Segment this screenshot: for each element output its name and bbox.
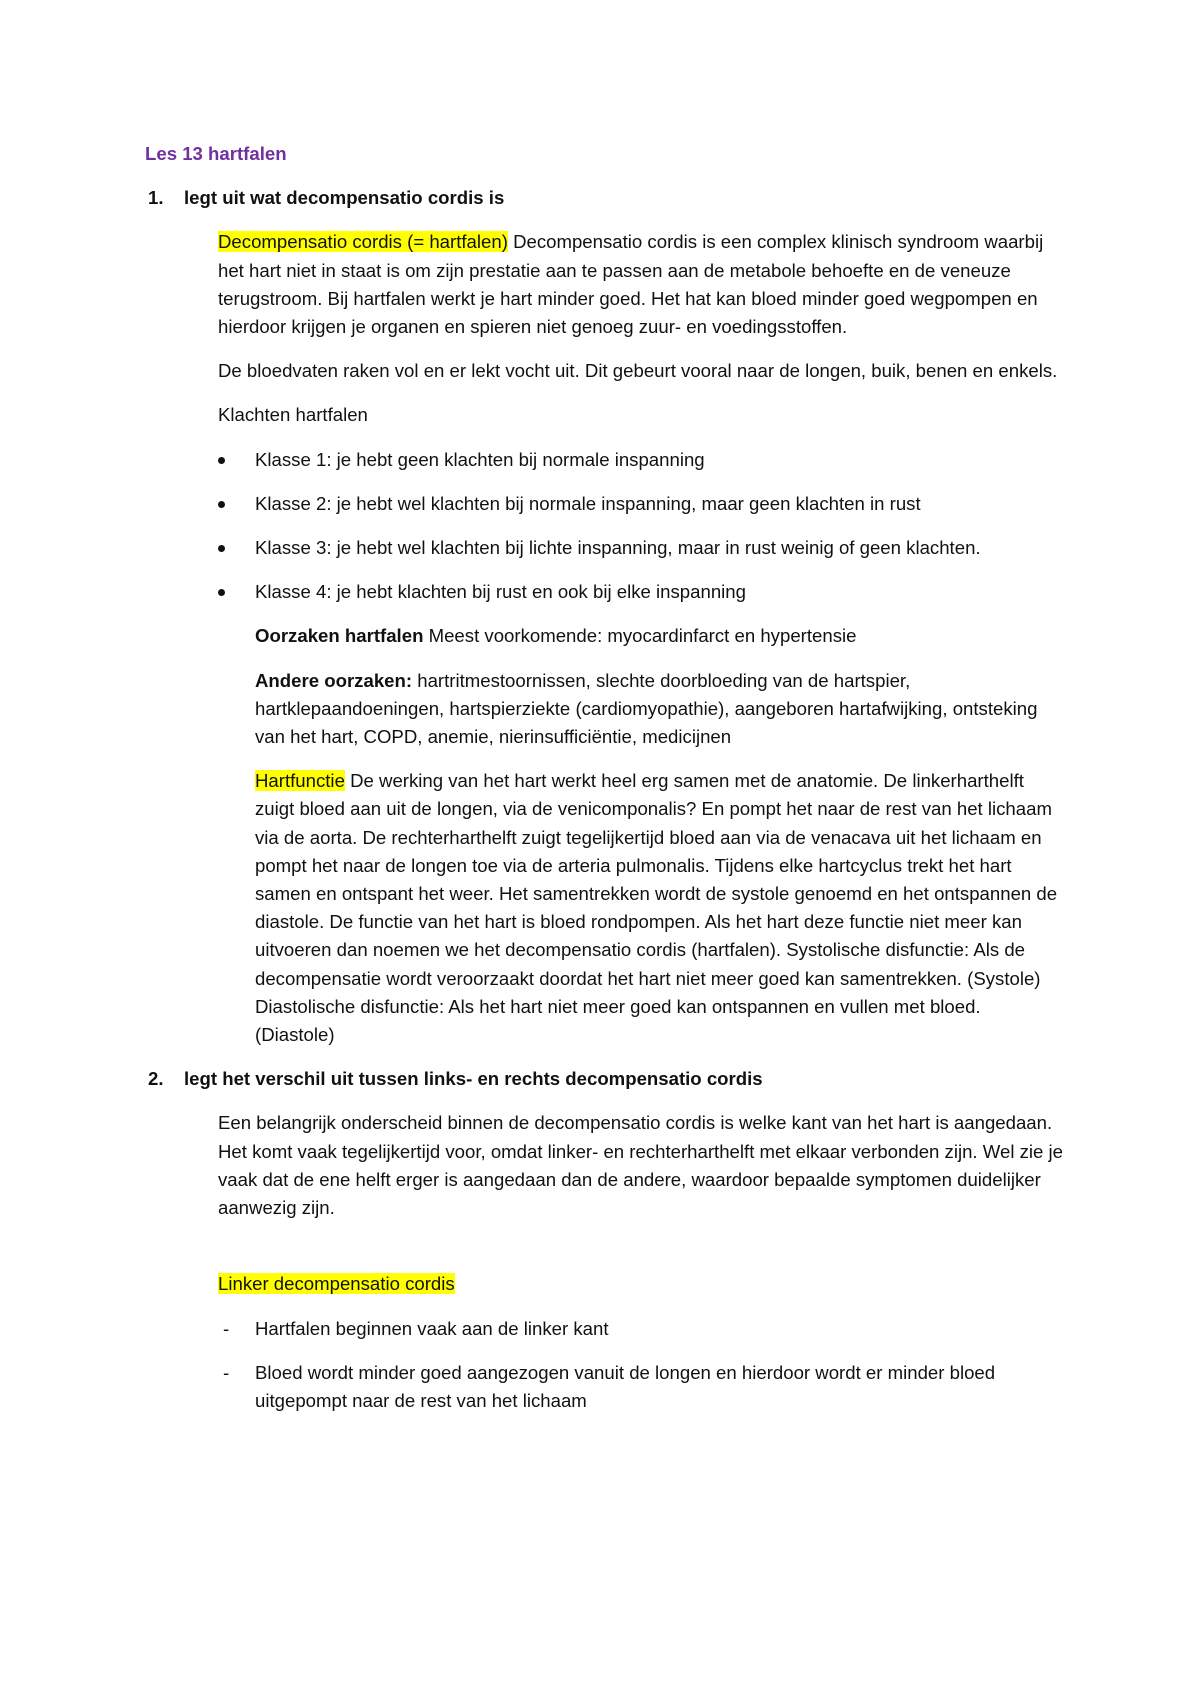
list-item-text: Bloed wordt minder goed aangezogen vanuit de longen en hierdoor wordt er minder bloed uitgepompt naar de rest van het lichaam <box>255 1361 996 1411</box>
klassen-list <box>218 446 1065 607</box>
dash-marker: - <box>223 1361 230 1383</box>
dash-marker: - <box>223 1317 230 1339</box>
list-item <box>218 1315 1065 1343</box>
list-item-text: Klasse 4: je hebt klachten bij rust en ook bij elke inspanning <box>255 581 746 603</box>
list-item <box>218 534 1065 562</box>
paragraph: Een belangrijk onderscheid binnen de decompensatio cordis is welke kant van het hart is aangedaan. Het komt vaak tegelijkertijd voor, omdat linker- en rechterharthelft met elkaar verbonden zijn. Wel zie je vaak dat de ene helft erger is aangedaan dan de andere, waardoor bepaalde symptomen duidelijker aanwezig zijn. <box>218 1112 1064 1219</box>
question-number: 2. <box>148 1068 164 1090</box>
list-item <box>218 1359 1065 1415</box>
oorzaken-paragraph <box>255 622 1065 650</box>
question-number: 1. <box>148 187 164 209</box>
question-1 <box>145 184 1065 212</box>
paragraph: De bloedvaten raken vol en er lekt vocht uit. Dit gebeurt vooral naar de longen, buik, benen en enkels. <box>218 360 1058 382</box>
oorzaken-text: Meest voorkomende: myocardinfarct en hypertensie <box>423 625 857 647</box>
list-item <box>218 446 1065 474</box>
bullet-icon <box>218 501 225 508</box>
list-item-text: Klasse 2: je hebt wel klachten bij normale inspanning, maar geen klachten in rust <box>255 492 921 514</box>
andere-oorzaken-text: hartritmestoornissen, slechte doorbloeding van de hartspier, hartklepaandoeningen, hartspierziekte (cardiomyopathie), aangeboren hartafwijking, ontsteking van het hart, COPD, anemie, nierinsufficiëntie, medicijnen <box>255 669 1038 748</box>
bullet-icon <box>218 589 225 596</box>
definition-text: Decompensatio cordis is een complex klinisch syndroom waarbij het hart niet in staat is om zijn prestatie aan te passen aan de metabole behoefte en de veneuze terugstroom. Bij hartfalen werkt je hart minder goed. Het hat kan bloed minder goed wegpompen en hierdoor krijgen je organen en spieren niet genoeg zuur- en voedingsstoffen. <box>218 231 1044 338</box>
bullet-icon <box>218 545 225 552</box>
question-2 <box>145 1065 1065 1093</box>
document-content <box>145 140 1065 1431</box>
andere-oorzaken-label: Andere oorzaken: <box>255 669 413 691</box>
list-item-text: Klasse 3: je hebt wel klachten bij lichte inspanning, maar in rust weinig of geen klachten. <box>255 537 981 559</box>
highlighted-term: Decompensatio cordis (= hartfalen) <box>218 231 508 253</box>
subheading: Klachten hartfalen <box>218 404 368 426</box>
question-text: legt het verschil uit tussen links- en rechts decompensatio cordis <box>184 1068 763 1090</box>
linker-list <box>218 1315 1065 1416</box>
definition-paragraph <box>218 228 1065 341</box>
bullet-icon <box>218 457 225 464</box>
oorzaken-label: Oorzaken hartfalen <box>255 625 424 647</box>
highlighted-heading: Linker decompensatio cordis <box>218 1273 455 1295</box>
highlighted-term: Hartfunctie <box>255 770 345 792</box>
subheading <box>218 1270 1065 1298</box>
hartfunctie-text: De werking van het hart werkt heel erg samen met de anatomie. De linkerharthelft zuigt bloed aan uit de longen, via de venicomponalis? En pompt het naar de rest van het lichaam via de aorta. De rechterharthelft zuigt tegelijkertijd bloed aan via de venacava uit het lichaam en pompt het naar de longen toe via de arteria pulmonalis. Tijdens elke hartcyclus trekt het hart samen en ontspant het weer. Het samentrekken wordt de systole genoemd en het ontspannen de diastole. De functie van het hart is bloed rondpompen. Als het hart deze functie niet meer kan uitvoeren dan noemen we het decompensatio cordis (hartfalen). Systolische disfunctie: Als de decompensatie wordt veroorzaakt doordat het hart niet meer goed kan samentrekken. (Systole) Diastolische disfunctie: Als het hart niet meer goed kan ontspannen en vullen met bloed. (Diastole) <box>255 770 1058 1046</box>
page-title: Les 13 hartfalen <box>145 143 287 164</box>
list-item-text: Hartfalen beginnen vaak aan de linker kant <box>255 1317 609 1339</box>
list-item <box>218 578 1065 606</box>
list-item-text: Klasse 1: je hebt geen klachten bij normale inspanning <box>255 448 705 470</box>
question-text: legt uit wat decompensatio cordis is <box>184 187 505 209</box>
spacer <box>145 1238 1065 1270</box>
andere-oorzaken-paragraph <box>255 667 1065 752</box>
list-item <box>218 490 1065 518</box>
hartfunctie-paragraph <box>255 767 1065 1049</box>
